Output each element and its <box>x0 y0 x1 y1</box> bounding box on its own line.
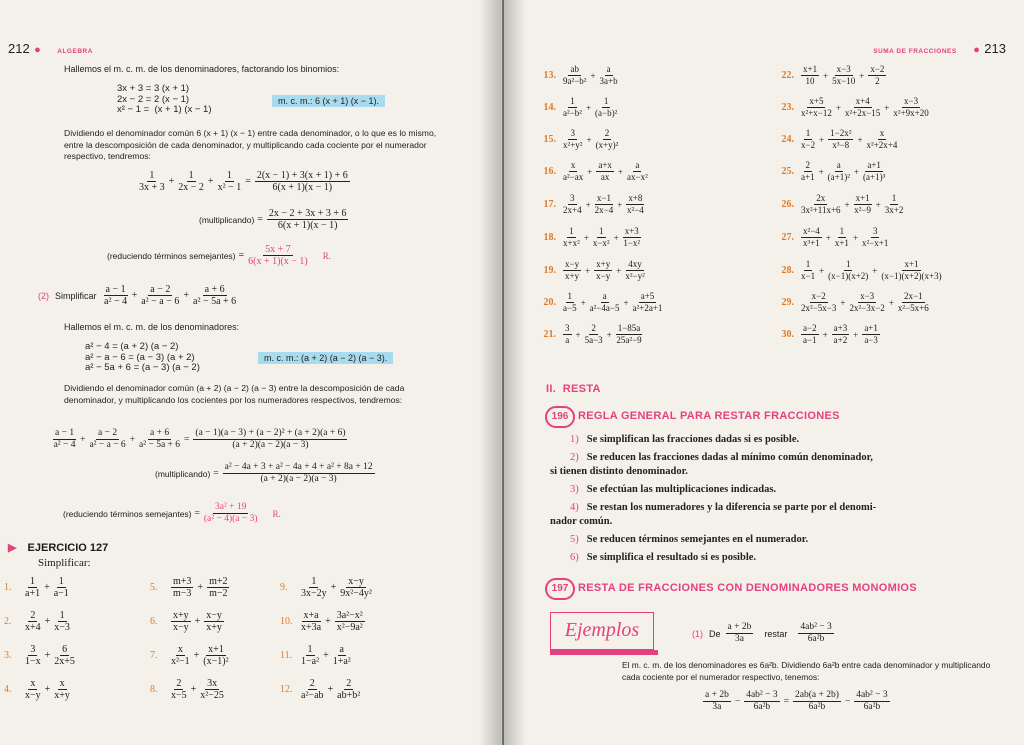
operator: + <box>44 582 50 593</box>
section-title: ALGEBRA <box>57 48 93 55</box>
operator: + <box>852 232 859 243</box>
fraction: $\frac{2}{5a-3}$ <box>584 323 603 345</box>
header-dot-icon: ● <box>34 44 41 56</box>
fraction: x+5 x²+x−12 <box>801 96 832 118</box>
left-page-header <box>8 40 93 58</box>
operator: + <box>819 265 825 276</box>
fraction: $\frac{1}{\text{x² − 1}}$ <box>217 170 242 193</box>
fraction: x−y x+y <box>565 259 580 281</box>
fraction: $\frac{x-y}{\text{9x²−4y²}}$ <box>340 576 372 599</box>
exercise-number: 17. <box>543 199 556 210</box>
fraction: x+1 10 <box>803 64 818 86</box>
fraction: $\frac{x-3}{\text{2x²−3x−2}}$ <box>849 291 885 313</box>
operator: + <box>853 166 859 177</box>
fraction: 2x 3x²+11x+6 <box>801 193 841 215</box>
rule-item: 3) Se efectúan las multiplicaciones indicadas. <box>570 484 777 495</box>
exercise-number: 9. <box>280 582 288 593</box>
operator: + <box>190 684 197 695</box>
exercise-number: 8. <box>150 684 158 695</box>
paragraph: Hallemos el m. c. m. de los denominadores: <box>64 322 240 332</box>
fraction: $\frac{a}{\text{a²−4a−5}}$ <box>589 291 620 313</box>
operator: + <box>835 102 841 113</box>
fraction: $\frac{2}{\text{ab+b²}}$ <box>337 678 361 701</box>
fraction: 1 a−5 <box>563 291 577 313</box>
rule-item: 2) Se reducen las fracciones dadas al mínimo común denominador, <box>570 452 873 463</box>
fraction: 2 x−5 <box>171 678 187 701</box>
exercise-item <box>534 96 618 119</box>
fraction: $\frac{\text{1−2x²}}{\text{x³−8}}$ <box>830 128 852 150</box>
rule-item: 1) Se simplifican las fracciones dadas si es posible. <box>570 434 800 445</box>
fraction: $\frac{a}{3a+b}$ <box>599 64 618 86</box>
exercise-number: 24. <box>781 134 794 145</box>
operator: + <box>330 582 337 593</box>
fraction: $\frac{\text{3a²−x²}}{\text{x²−9a²}}$ <box>336 610 363 633</box>
exercise-number: 15. <box>543 134 556 145</box>
factorization-1: 3x + 3 = 3 (x + 1) 2x − 2 = 2 (x − 1) x² − 1 = (x + 1) (x − 1) <box>117 83 212 115</box>
operator: + <box>613 232 619 243</box>
fraction: $\frac{1}{(x-1)(x+2)}$ <box>828 259 869 281</box>
exercise-item <box>150 610 225 633</box>
left-page-gutter-shadow <box>479 0 501 745</box>
exercise-number: 11. <box>280 650 293 661</box>
fraction: $\frac{x}{x+y}$ <box>54 678 70 701</box>
exercise-number: 4. <box>4 684 12 695</box>
exercise-number: 29. <box>781 297 794 308</box>
example-2: (2) Simplificar a − 1 a² − 4 + $\frac{a - 2}{\text{a² − a − 6}}$ + $\frac{a + 6}{\text{a² − 5a + 6}}$ <box>38 284 237 307</box>
operator: + <box>585 265 591 276</box>
fraction: a + 2b 3a <box>705 690 729 712</box>
fraction: $\frac{a - 2}{\text{a² − a − 6}}$ <box>141 284 180 307</box>
exercise-number: 23. <box>781 102 794 113</box>
operator: + <box>580 297 586 308</box>
exercise-number: 10. <box>280 616 293 627</box>
operator: + <box>844 199 850 210</box>
fraction: x a²−ax <box>563 160 584 182</box>
fraction: x x−y <box>25 678 41 701</box>
fraction: x²−4 x³+1 <box>803 226 820 248</box>
fraction: 2 a²−ab <box>301 678 324 701</box>
equation-1-multiplied: (multiplicando) = $\frac{2x - 2 + 3x + 3 + 6}{6(x + 1)(x - 1)}$ <box>199 208 349 231</box>
arrow-icon: ▶ <box>8 542 17 554</box>
fraction: m+3 m−3 <box>173 576 192 599</box>
fraction: 1 3x−2y <box>301 576 327 599</box>
operator: + <box>819 134 825 145</box>
operator: + <box>193 650 200 661</box>
fraction: 2 a+1 <box>801 160 815 182</box>
fraction: $\frac{\text{(a − 1)(a − 3) + (a − 2)² + (a + 2)(a + 6)}}{(a + 2)(a - 2)(a - 3)}$ <box>195 428 346 450</box>
fraction: $\frac{2}{\text{(x+y)²}}$ <box>595 128 619 150</box>
example-1-solution: a + 2b 3a − $\frac{\text{4ab² − 3}}{\text{6a²b}}$ = $\frac{2ab(a + 2b)}{\text{6a²b}}$ − $\frac{\text{4ab² − 3}}{\text{6a²b}}$ <box>702 690 891 713</box>
rule-item: 5) Se reducen términos semejantes en el numerador. <box>570 534 809 545</box>
fraction: 3 1−x <box>25 644 41 667</box>
operator: + <box>840 297 846 308</box>
exercise-number: 14. <box>543 102 556 113</box>
operator: + <box>44 684 51 695</box>
fraction: 4ab² − 3 6a²b <box>800 622 832 644</box>
exercise-number: 25. <box>781 166 794 177</box>
operator: + <box>575 329 581 340</box>
fraction: $\frac{x+8}{\text{x²−4}}$ <box>626 193 644 215</box>
exercise-item <box>150 678 225 701</box>
exercise-number: 1. <box>4 582 12 593</box>
factorization-2: a² − 4 = (a + 2) (a − 2) a² − a − 6 = (a − 3) (a + 2) a² − 5a + 6 = (a − 3) (a − 2) <box>85 341 200 373</box>
subsection-heading: II. RESTA <box>546 383 601 395</box>
fraction: $\frac{x+y}{x-y}$ <box>596 259 611 281</box>
rule-item: si tienen distinto denominador. <box>550 466 688 477</box>
fraction: a − 1 a² − 4 <box>53 428 76 450</box>
equation-2-result: (reduciendo términos semejantes) = $\frac{\text{3a² + 19}}{\text{(a² − 4)(a − 3)}}$ R. <box>63 502 281 524</box>
operator: + <box>857 134 863 145</box>
fraction: 3 x²+y² <box>563 128 583 150</box>
rule-number-badge: 196 <box>545 406 575 428</box>
fraction: $\frac{a - 2}{\text{a² − a − 6}}$ <box>89 428 126 450</box>
paragraph: El m. c. m. de los denominadores es 6a²b. Dividiendo 6a²b entre cada denominador y multiplicando cada cociente por el numerador respectivo, tenemos: <box>622 660 991 682</box>
fraction: 1 x−2 <box>801 128 816 150</box>
operator: + <box>585 102 592 113</box>
fraction: $\frac{x+1}{\text{x²−9}}$ <box>854 193 872 215</box>
operator: + <box>616 265 622 276</box>
rule-title: REGLA GENERAL PARA RESTAR FRACCIONES <box>578 410 840 422</box>
exercise-item <box>150 576 230 599</box>
page-number: 213 <box>984 41 1006 56</box>
operator: + <box>875 199 881 210</box>
fraction: x−2 2x²−5x−3 <box>801 291 837 313</box>
lcm-box-2: m. c. m.: (a + 2) (a − 2) (a − 3). <box>258 352 393 364</box>
fraction: 1 1−a² <box>301 644 320 667</box>
fraction: $\frac{x-2}{2}$ <box>870 64 885 86</box>
exercise-item <box>534 64 619 87</box>
fraction: a + 2b 3a <box>727 622 752 644</box>
operator: + <box>888 297 894 308</box>
fraction: $\frac{x-3}{\text{x²+9x+20}}$ <box>893 96 929 118</box>
paragraph: Dividiendo el denominador común (a + 2) (a − 2) (a − 3) entre la descomposición de cada denominador, y multiplicando los cocientes por los numeradores respectivos, tendremos: <box>64 383 405 405</box>
exercise-number: 21. <box>543 329 556 340</box>
operator: + <box>586 134 592 145</box>
exercise-item <box>534 128 619 151</box>
operator: + <box>197 582 204 593</box>
fraction: $\frac{a + 6}{\text{a² − 5a + 6}}$ <box>139 428 181 450</box>
fraction: $\frac{1}{\text{(a−b)²}}$ <box>595 96 618 118</box>
page-number: 212 <box>8 41 30 56</box>
operator: + <box>617 199 623 210</box>
exercise-item <box>772 128 898 151</box>
fraction: $\frac{\text{3a² + 19}}{\text{(a² − 4)(a − 3)}}$ <box>203 502 258 524</box>
operator: + <box>825 232 831 243</box>
exercise-item <box>534 226 642 249</box>
exercise-number: 30. <box>781 329 794 340</box>
exercise-item <box>150 644 230 667</box>
fraction: $\frac{1}{3x+2}$ <box>884 193 904 215</box>
left-page <box>0 0 502 745</box>
paragraph: Dividiendo el denominador común 6 (x + 1) (x − 1) entre cada denominador, o lo que es lo mismo, entre la descomposición de cada denominador, y multiplicando cada cociente por el numerador respectivo, tendremos: <box>64 128 437 161</box>
fraction: $\frac{1}{\text{x−x²}}$ <box>592 226 610 248</box>
exercise-number: 13. <box>543 70 556 81</box>
fraction: $\frac{2ab(a + 2b)}{\text{6a²b}}$ <box>794 690 839 712</box>
exercise-number: 26. <box>781 199 794 210</box>
right-page-gutter-shadow <box>504 0 526 745</box>
fraction: a − 1 a² − 4 <box>104 284 128 307</box>
exercise-item <box>4 610 71 633</box>
exercise-item <box>4 576 70 599</box>
exercise-item <box>772 259 943 282</box>
fraction: $\frac{1}{x-3}$ <box>54 610 70 633</box>
exercise-number: 3. <box>4 650 12 661</box>
section-title: SUMA DE FRACCIONES <box>873 48 957 55</box>
operator: + <box>623 297 629 308</box>
fraction: $\frac{x-1}{2x-4}$ <box>594 193 614 215</box>
operator: + <box>194 616 201 627</box>
operator: + <box>325 616 331 627</box>
fraction: $\frac{1}{a-1}$ <box>53 576 69 599</box>
fraction: $\frac{a+x}{ax}$ <box>598 160 612 182</box>
header-dot-icon: ● <box>973 44 980 56</box>
operator: + <box>822 329 828 340</box>
exercise-number: 20. <box>543 297 556 308</box>
fraction: $\frac{\text{4ab² − 3}}{\text{6a²b}}$ <box>856 690 888 712</box>
fraction: 1 x−1 <box>801 259 816 281</box>
exercise-number: 6. <box>150 616 158 627</box>
equation-2: a − 1 a² − 4 + $\frac{a - 2}{\text{a² − a − 6}}$ + $\frac{a + 6}{\text{a² − 5a + 6}}$ = $\frac{\text{(a − 1)(a − 3) + (a − 2)² + (a + 2)(a + 6)}}{(a + 2)(a - 2)(a - 3)}$ <box>52 428 348 451</box>
exercise-item <box>280 576 373 599</box>
operator: + <box>590 70 596 81</box>
operator: + <box>327 684 334 695</box>
exercise-number: 12. <box>280 684 293 695</box>
exercise-number: 27. <box>781 232 794 243</box>
equation-1-result: (reduciendo términos semejantes) = $\frac{5x + 7}{6(x + 1)(x - 1)}$ R. <box>107 244 332 267</box>
fraction: $\frac{a+3}{a+2}$ <box>833 323 848 345</box>
rule-item: nador común. <box>550 516 613 527</box>
fraction: $\frac{2x - 2 + 3x + 3 + 6}{6(x + 1)(x - 1)}$ <box>268 208 347 231</box>
rule-item: 6) Se simplifica el resultado si es posible. <box>570 552 757 563</box>
exercise-number: 7. <box>150 650 158 661</box>
fraction: 1 x+x² <box>563 226 580 248</box>
fraction: a−2 a−1 <box>803 323 817 345</box>
operator: + <box>818 166 824 177</box>
examples-box: Ejemplos <box>550 612 654 650</box>
fraction: $\frac{2x-1}{\text{x²−5x+6}}$ <box>897 291 929 313</box>
exercise-number: 2. <box>4 616 12 627</box>
fraction: $\frac{a}{\text{1+a²}}$ <box>332 644 351 667</box>
exercise-item <box>772 96 930 119</box>
fraction: $\frac{a}{\text{ax−x²}}$ <box>627 160 648 182</box>
fraction: $\frac{x-y}{x+y}$ <box>206 610 222 633</box>
instruction: Simplificar: <box>38 557 91 569</box>
operator: + <box>44 650 51 661</box>
rule-number-badge: 197 <box>545 578 575 600</box>
equation-1: 1 3x + 3 + $\frac{1}{2x - 2}$ + $\frac{1}{\text{x² − 1}}$ = $\frac{2(x - 1) + 3(x + 1) + 6}{6(x + 1)(x - 1)}$ <box>138 170 351 193</box>
fraction: 3 a <box>565 323 570 345</box>
exercise-number: 16. <box>543 166 556 177</box>
fraction: 3 2x+4 <box>563 193 582 215</box>
right-page-header <box>873 40 1006 58</box>
example-1: (1) De a + 2b 3a restar 4ab² − 3 6a²b <box>692 622 835 645</box>
fraction: $\frac{a+1}{\text{(a+1)³}}$ <box>863 160 886 182</box>
fraction: $\frac{x-3}{5x-10}$ <box>832 64 856 86</box>
paragraph: Hallemos el m. c. m. de los denominadores, factorando los binomios: <box>64 64 340 74</box>
exercise-number: 22. <box>781 70 794 81</box>
operator: + <box>823 70 829 81</box>
exercise-number: 5. <box>150 582 158 593</box>
exercise-item <box>534 193 645 216</box>
fraction: 1 a²−b² <box>563 96 582 118</box>
exercise-item <box>534 259 646 282</box>
exercise-number: 19. <box>543 265 556 276</box>
fraction: $\frac{2(x - 1) + 3(x + 1) + 6}{6(x + 1)(x - 1)}$ <box>256 170 348 193</box>
fraction: $\frac{4xy}{\text{x²−y²}}$ <box>625 259 645 281</box>
fraction: $\frac{5x + 7}{6(x + 1)(x - 1)}$ <box>248 244 308 267</box>
exercise-item <box>772 323 881 346</box>
operator: + <box>859 70 865 81</box>
fraction: $\frac{\text{a² − 4a + 3 + a² − 4a + 4 + a² + 8a + 12}}{(a + 2)(a - 2)(a - 3)}$ <box>224 462 373 484</box>
fraction: $\frac{1}{2x - 2}$ <box>178 170 204 193</box>
fraction: $\frac{m+2}{m-2}$ <box>209 576 228 599</box>
exercise-item <box>772 291 930 314</box>
fraction: $\frac{3x}{\text{x²−25}}$ <box>200 678 224 701</box>
exercise-item <box>772 64 887 87</box>
fraction: $\frac{x+1}{\text{(x−1)²}}$ <box>203 644 229 667</box>
exercise-item <box>772 226 889 249</box>
operator: + <box>853 329 859 340</box>
rule-title: RESTA DE FRACCIONES CON DENOMINADORES MONOMIOS <box>578 582 917 594</box>
equation-2-multiplied: (multiplicando) = $\frac{\text{a² − 4a + 3 + a² − 4a + 4 + a² + 8a + 12}}{(a + 2)(a - 2)(a - 3)}$ <box>155 462 376 485</box>
exercise-item <box>280 610 366 633</box>
exercise-item <box>534 323 643 346</box>
operator: + <box>617 166 623 177</box>
exercise-item <box>772 160 886 183</box>
fraction: $\frac{x}{\text{x²+2x+4}}$ <box>866 128 898 150</box>
fraction: $\frac{3}{\text{x²−x+1}}$ <box>862 226 889 248</box>
fraction: 2 x+4 <box>25 610 41 633</box>
fraction: $\frac{\text{4ab² − 3}}{\text{6a²b}}$ <box>746 690 778 712</box>
fraction: $\frac{6}{2x+5}$ <box>54 644 75 667</box>
exercise-number: 28. <box>781 265 794 276</box>
fraction: $\frac{x+4}{\text{x²+2x−15}}$ <box>844 96 881 118</box>
fraction: $\frac{a+1}{a-3}$ <box>864 323 878 345</box>
lcm-box-1: m. c. m.: 6 (x + 1) (x − 1). <box>272 95 385 107</box>
exercise-item <box>534 291 663 314</box>
exercise-heading: ▶ EJERCICIO 127 <box>8 542 109 554</box>
operator: + <box>583 232 589 243</box>
right-page <box>504 0 1024 745</box>
exercise-item <box>280 644 352 667</box>
fraction: x+a x+3a <box>301 610 322 633</box>
fraction: $\frac{1-85a}{\text{25a²−9}}$ <box>616 323 642 345</box>
fraction: 1 3x + 3 <box>139 170 165 193</box>
rule-item: 4) Se restan los numeradores y la diferencia se parte por el denomi- <box>570 502 877 513</box>
exercise-number: 18. <box>543 232 556 243</box>
fraction: $\frac{a}{\text{(a+1)²}}$ <box>827 160 850 182</box>
fraction: $\frac{x+3}{\text{1−x²}}$ <box>623 226 641 248</box>
exercise-item <box>534 160 649 183</box>
fraction: $\frac{1}{x+1}$ <box>834 226 849 248</box>
operator: + <box>44 616 51 627</box>
fraction: x+y x−y <box>173 610 189 633</box>
operator: + <box>606 329 612 340</box>
operator: + <box>587 166 593 177</box>
exercise-item <box>772 193 904 216</box>
operator: + <box>323 650 329 661</box>
fraction: $\frac{a + 6}{\text{a² − 5a + 6}}$ <box>193 284 237 307</box>
operator: + <box>872 265 878 276</box>
exercise-item <box>4 644 76 667</box>
exercise-item <box>280 678 361 701</box>
fraction: 1 a+1 <box>25 576 41 599</box>
fraction: $\frac{x+1}{(x-1)(x+2)(x+3)}$ <box>881 259 942 281</box>
fraction: x x²−1 <box>171 644 190 667</box>
operator: + <box>884 102 890 113</box>
fraction: $\frac{a+5}{\text{a²+2a+1}}$ <box>632 291 663 313</box>
fraction: ab 9a²−b² <box>563 64 587 86</box>
exercise-item <box>4 678 71 701</box>
operator: + <box>585 199 591 210</box>
